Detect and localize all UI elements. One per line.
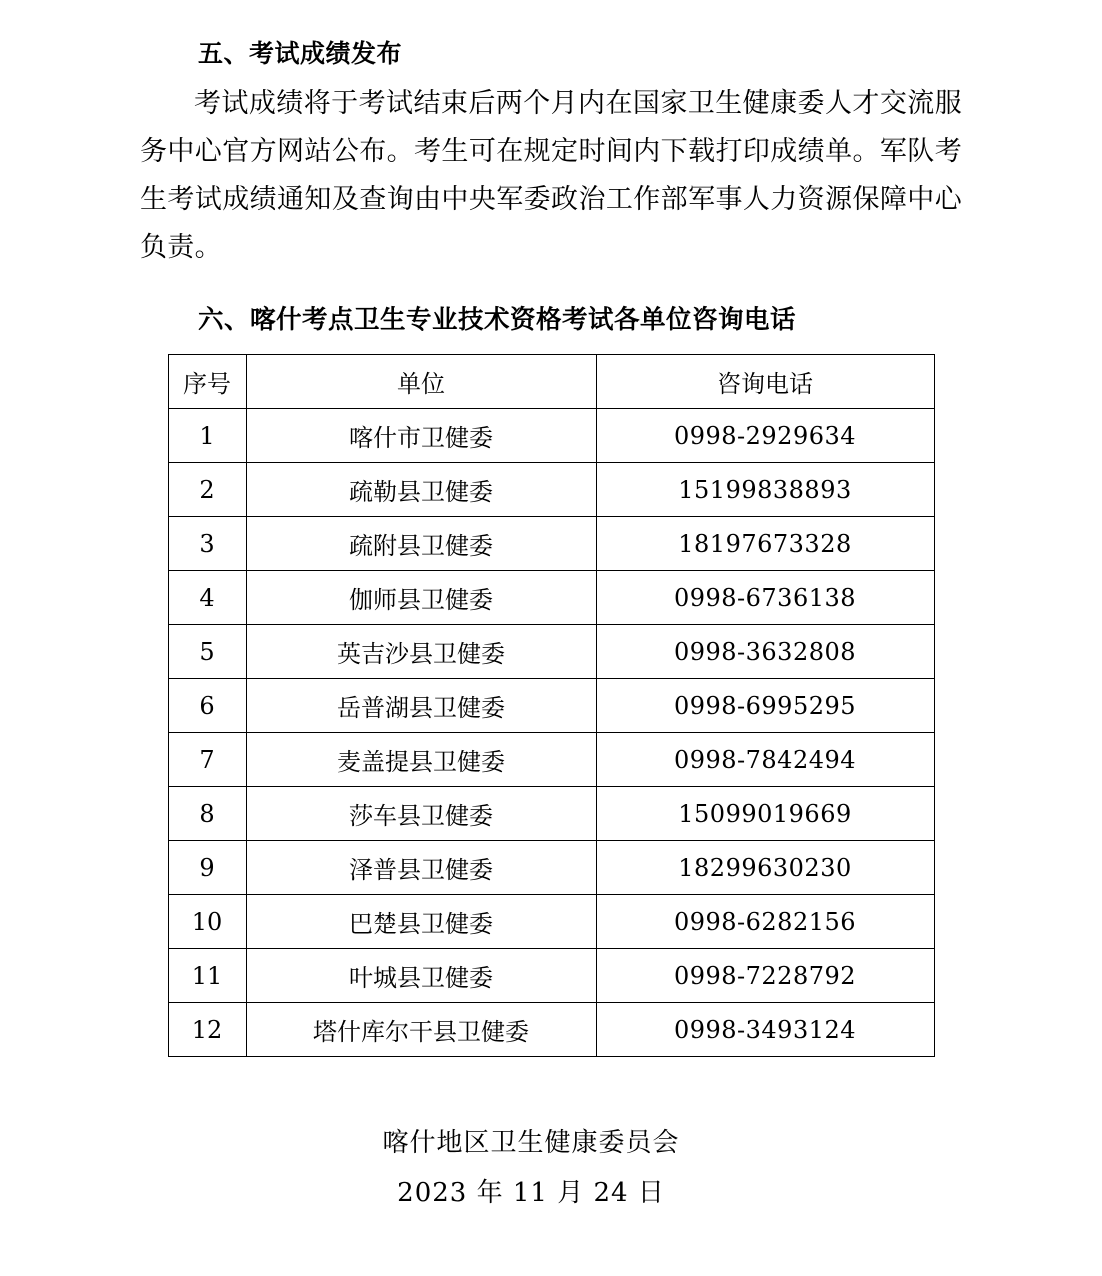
- table-row: [168, 409, 934, 463]
- cell-phone: 0998-3632808: [596, 625, 934, 679]
- cell-unit: 疏附县卫健委: [246, 517, 596, 571]
- cell-unit: 岳普湖县卫健委: [246, 679, 596, 733]
- column-header-no: 序号: [168, 355, 246, 409]
- table-row: [168, 787, 934, 841]
- table-row: [168, 841, 934, 895]
- contact-table: [168, 354, 935, 1057]
- table-row: [168, 517, 934, 571]
- signature-organization: 喀什地区卫生健康委员会: [382, 1128, 680, 1159]
- cell-unit: 叶城县卫健委: [246, 949, 596, 1003]
- cell-no: 6: [168, 679, 246, 733]
- cell-phone: 0998-2929634: [596, 409, 934, 463]
- cell-phone: 0998-3493124: [596, 1003, 934, 1057]
- column-header-phone: 咨询电话: [596, 355, 934, 409]
- cell-unit: 麦盖提县卫健委: [246, 733, 596, 787]
- cell-unit: 泽普县卫健委: [246, 841, 596, 895]
- cell-phone: 0998-6736138: [596, 571, 934, 625]
- cell-phone: 18197673328: [596, 517, 934, 571]
- cell-phone: 0998-7228792: [596, 949, 934, 1003]
- section-5-paragraph: 考试成绩将于考试结束后两个月内在国家卫生健康委人才交流服务中心官方网站公布。考生可在规定时间内下载打印成绩单。军队考生考试成绩通知及查询由中央军委政治工作部军事人力资源保障中心负责。: [140, 88, 962, 264]
- cell-no: 8: [168, 787, 246, 841]
- cell-unit: 喀什市卫健委: [246, 409, 596, 463]
- cell-no: 12: [168, 1003, 246, 1057]
- cell-no: 9: [168, 841, 246, 895]
- cell-no: 5: [168, 625, 246, 679]
- column-header-unit: 单位: [246, 355, 596, 409]
- table-row: [168, 571, 934, 625]
- cell-unit: 塔什库尔干县卫健委: [246, 1003, 596, 1057]
- cell-no: 3: [168, 517, 246, 571]
- cell-no: 10: [168, 895, 246, 949]
- table-row: [168, 463, 934, 517]
- cell-unit: 伽师县卫健委: [246, 571, 596, 625]
- contact-table-container: [140, 354, 962, 1057]
- section-5-heading: 五、考试成绩发布: [198, 39, 403, 68]
- cell-phone: 18299630230: [596, 841, 934, 895]
- table-row: [168, 679, 934, 733]
- cell-no: 11: [168, 949, 246, 1003]
- cell-unit: 巴楚县卫健委: [246, 895, 596, 949]
- cell-no: 1: [168, 409, 246, 463]
- cell-no: 7: [168, 733, 246, 787]
- cell-phone: 0998-6282156: [596, 895, 934, 949]
- cell-phone: 0998-7842494: [596, 733, 934, 787]
- cell-unit: 莎车县卫健委: [246, 787, 596, 841]
- section-6-heading: 六、喀什考点卫生专业技术资格考试各单位咨询电话: [198, 305, 797, 336]
- table-row: [168, 733, 934, 787]
- signature-block: [140, 1119, 962, 1218]
- cell-no: 4: [168, 571, 246, 625]
- signature-date: 2023 年 11 月 24 日: [397, 1177, 665, 1208]
- table-header-row: [168, 355, 934, 409]
- cell-unit: 英吉沙县卫健委: [246, 625, 596, 679]
- table-row: [168, 949, 934, 1003]
- cell-unit: 疏勒县卫健委: [246, 463, 596, 517]
- table-row: [168, 1003, 934, 1057]
- cell-phone: 15099019669: [596, 787, 934, 841]
- cell-phone: 0998-6995295: [596, 679, 934, 733]
- cell-phone: 15199838893: [596, 463, 934, 517]
- table-row: [168, 625, 934, 679]
- table-row: [168, 895, 934, 949]
- cell-no: 2: [168, 463, 246, 517]
